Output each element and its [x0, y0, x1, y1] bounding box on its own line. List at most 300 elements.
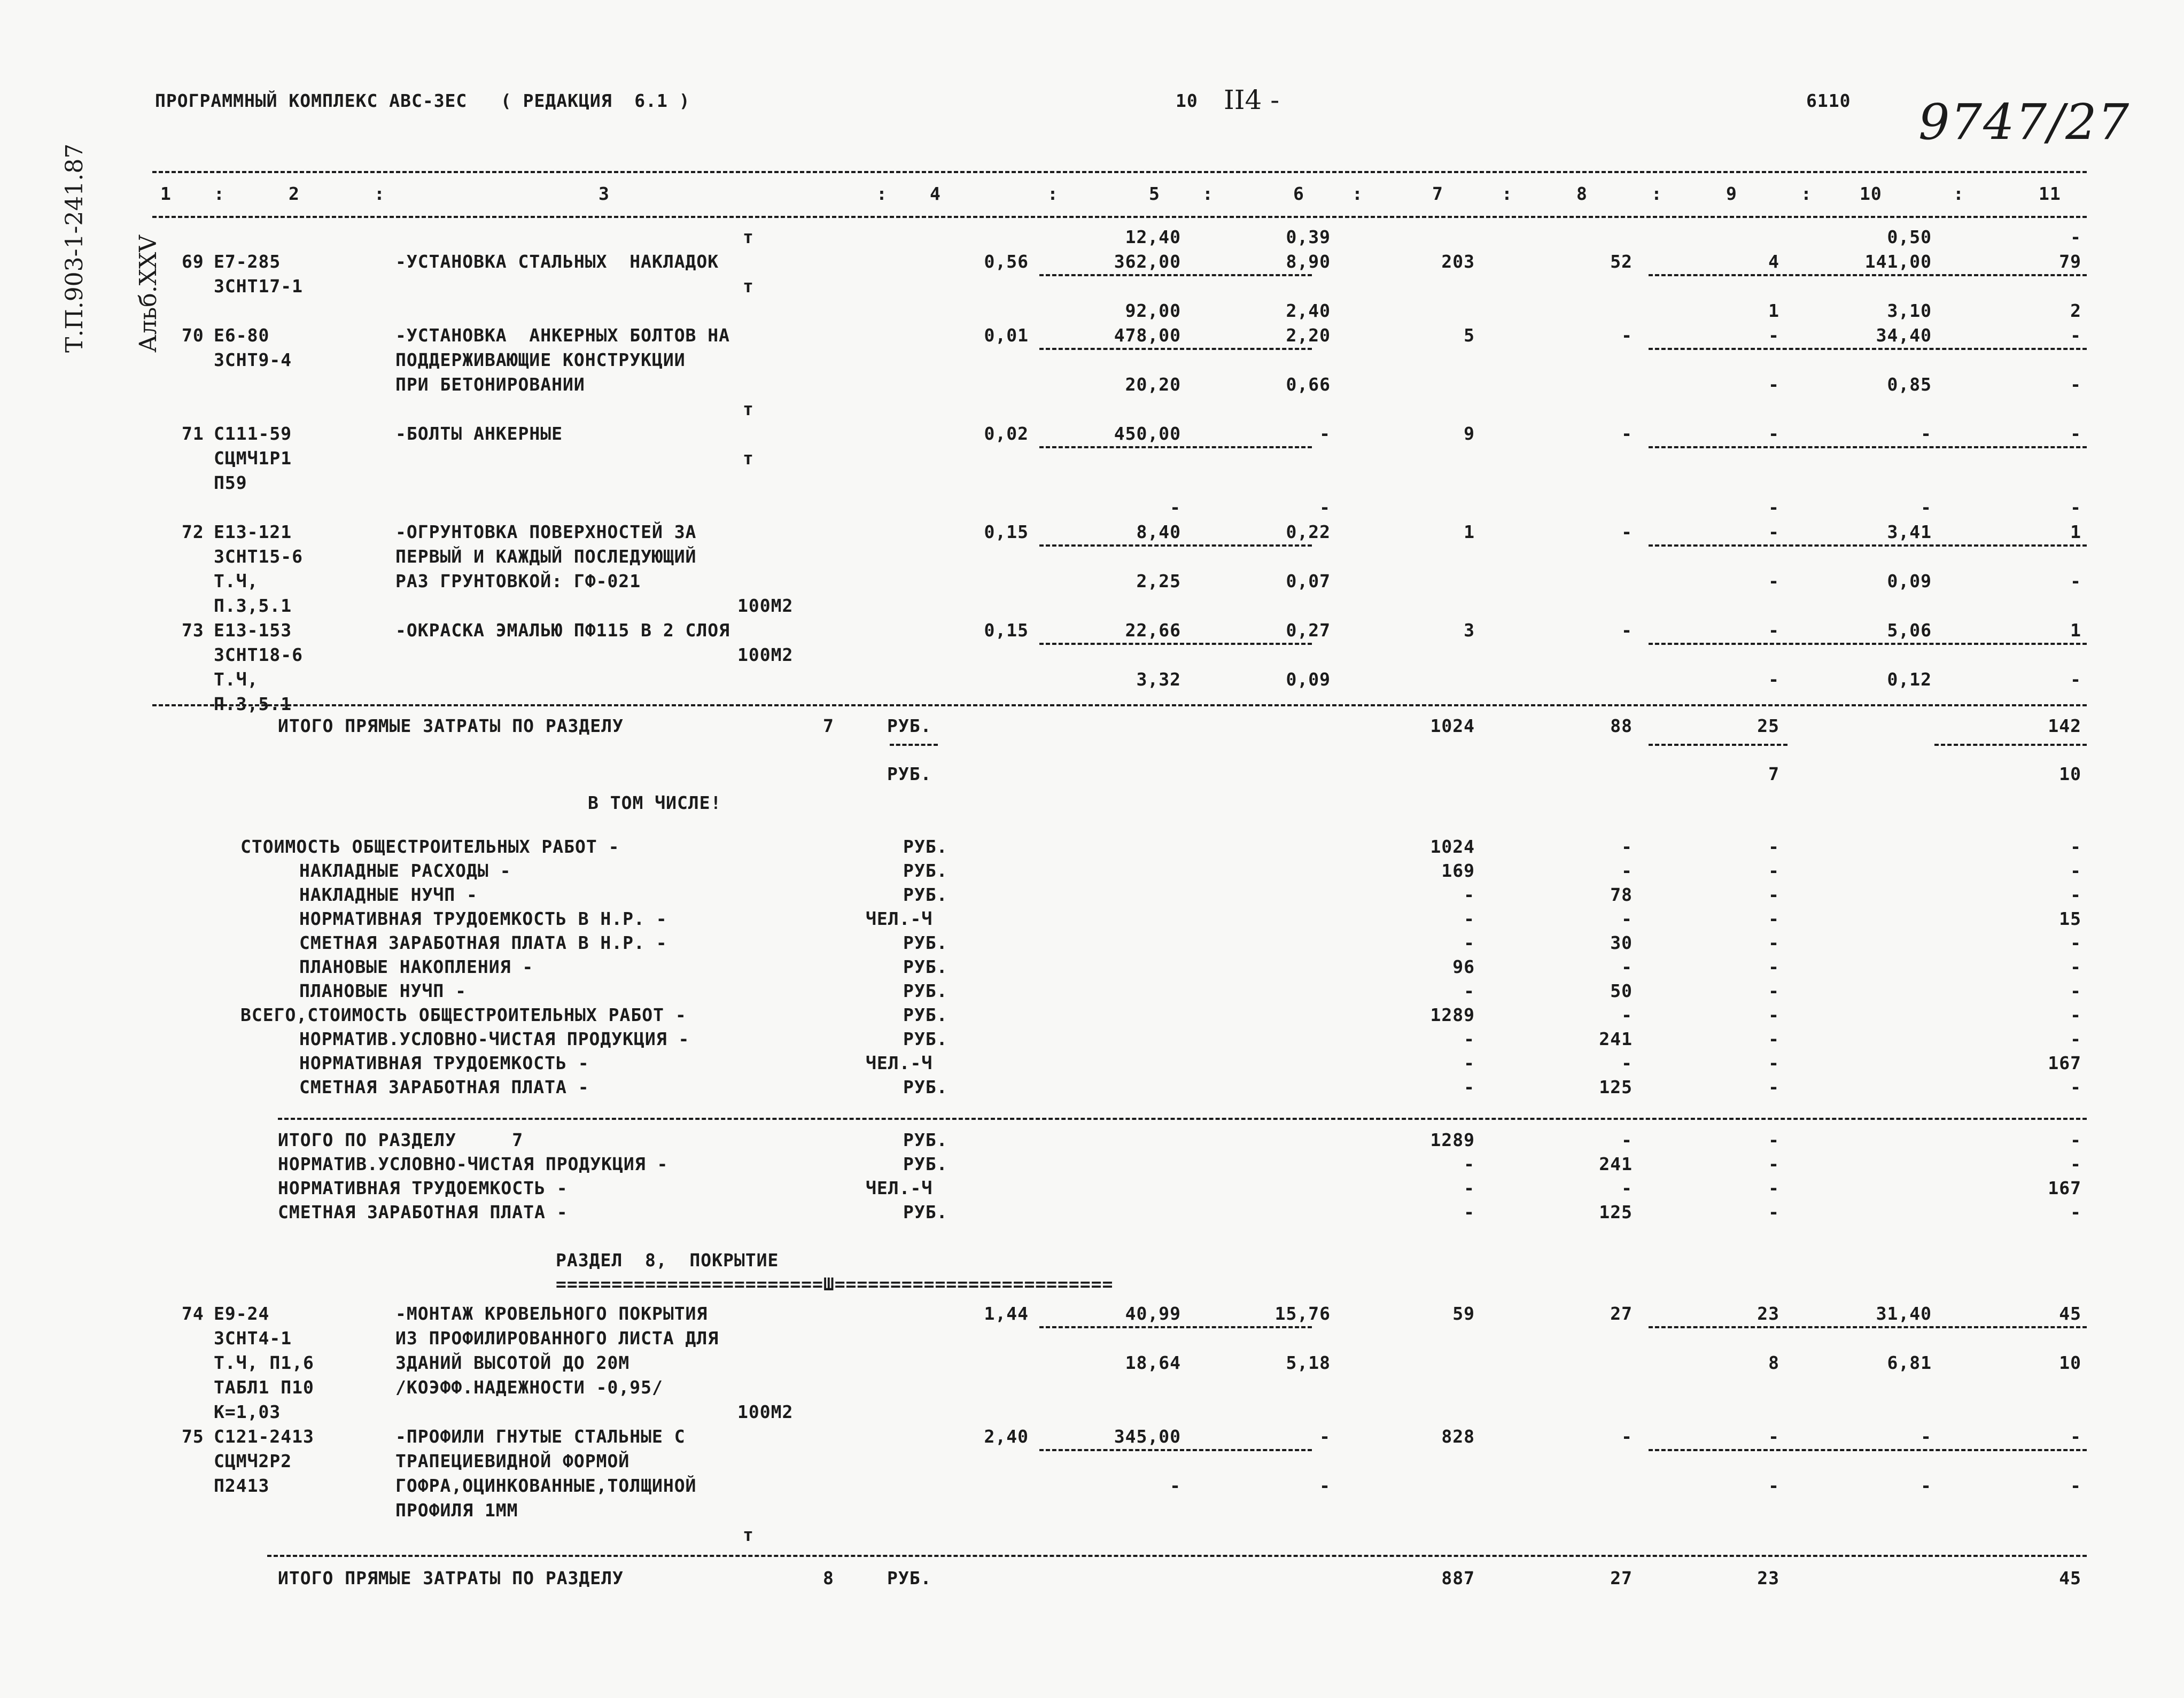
- cost-subrule: [1039, 446, 1312, 448]
- item8-c3-cell: ИЗ ПРОФИЛИРОВАННОГО ЛИСТА ДЛЯ: [395, 1328, 719, 1349]
- total8-label: ИТОГО ПРЯМЫЕ ЗАТРАТЫ ПО РАЗДЕЛУ: [278, 1568, 624, 1588]
- item8-c11-cell: 10: [2059, 1352, 2081, 1373]
- item-c9-cell: 4: [1768, 251, 1779, 272]
- item-c5-cell: 478,00: [1114, 325, 1181, 346]
- item-c2-cell: Е6-80: [214, 325, 270, 346]
- item-c9-cell: 1: [1768, 300, 1779, 321]
- summary-c9: -: [1768, 1077, 1779, 1097]
- column-separator: :: [1953, 183, 1964, 204]
- summary-c11: -: [2070, 956, 2081, 977]
- item-c10-cell: 3,41: [1887, 521, 1932, 542]
- column-header-11: 11: [2039, 183, 2061, 204]
- c9-subrule: [1649, 744, 1787, 746]
- summary-c9: -: [1768, 1004, 1779, 1025]
- summary-c8: -: [1621, 1004, 1633, 1025]
- item8-c11-cell: -: [2070, 1475, 2081, 1496]
- total-c11: 142: [2048, 715, 2081, 736]
- item-c5-cell: 450,00: [1114, 423, 1181, 444]
- page-number: II4 -: [1224, 84, 1280, 115]
- summary-c11: -: [2070, 1029, 2081, 1049]
- item8-c10-cell: -: [1921, 1475, 1932, 1496]
- summary-c8: 78: [1610, 884, 1633, 905]
- total-c8: 88: [1610, 715, 1633, 736]
- total8-c11: 45: [2059, 1568, 2081, 1588]
- item-c2-cell: П.3,5.1: [214, 595, 292, 616]
- column-header-5: 5: [1149, 183, 1160, 204]
- grand-c7: -: [1464, 1178, 1475, 1198]
- item-c11-cell: -: [2070, 374, 2081, 395]
- summary-label: ПЛАНОВЫЕ НАКОПЛЕНИЯ -: [299, 956, 534, 977]
- item-c2-cell: П59: [214, 472, 247, 493]
- summary-c7: 96: [1452, 956, 1475, 977]
- item-c5-cell: 3,32: [1136, 669, 1181, 690]
- item8-c4-cell: 1,44: [984, 1303, 1029, 1324]
- summary-label: НОРМАТИВ.УСЛОВНО-ЧИСТАЯ ПРОДУКЦИЯ -: [299, 1029, 690, 1049]
- item-c3-cell: т: [743, 399, 754, 419]
- section-8-underline: ========================Ш=========================: [556, 1274, 1114, 1295]
- section-rule: [152, 704, 2087, 706]
- grand-c8: -: [1621, 1178, 1633, 1198]
- item-c7-cell: 5: [1464, 325, 1475, 346]
- grand-unit: РУБ.: [903, 1202, 948, 1222]
- summary-label: НОРМАТИВНАЯ ТРУДОЕМКОСТЬ В Н.Р. -: [299, 908, 667, 929]
- item-c3-cell: ПОДДЕРЖИВАЮЩИЕ КОНСТРУКЦИИ: [395, 349, 686, 370]
- item-c8-cell: -: [1621, 620, 1633, 641]
- item-c3-cell: ПЕРВЫЙ И КАЖДЫЙ ПОСЛЕДУЮЩИЙ: [395, 546, 697, 567]
- item-c6-cell: 0,09: [1286, 669, 1331, 690]
- grand-unit: РУБ.: [903, 1130, 948, 1150]
- item-c7-cell: 3: [1464, 620, 1475, 641]
- item8-c3-cell: -МОНТАЖ КРОВЕЛЬНОГО ПОКРЫТИЯ: [395, 1303, 708, 1324]
- summary-c8: 30: [1610, 932, 1633, 953]
- item-c2-cell: Е13-121: [214, 521, 292, 542]
- item-c6-cell: -: [1319, 497, 1331, 518]
- item-c9-cell: -: [1768, 571, 1779, 591]
- item-c2-cell: 3СНТ15-6: [214, 546, 303, 567]
- item8-c2-cell: 3СНТ4-1: [214, 1328, 292, 1349]
- wage-subrule: [1649, 348, 2087, 350]
- wage-subrule: [1649, 1449, 2087, 1451]
- item-c1-cell: 71: [182, 423, 204, 444]
- column-header-8: 8: [1576, 183, 1588, 204]
- item8-c2-cell: Е9-24: [214, 1303, 270, 1324]
- item8-c3-cell: -ПРОФИЛИ ГНУТЫЕ СТАЛЬНЫЕ С: [395, 1426, 686, 1447]
- item-c9-cell: -: [1768, 325, 1779, 346]
- item-c7-cell: 9: [1464, 423, 1475, 444]
- item-c11-cell: -: [2070, 571, 2081, 591]
- summary-c8: 241: [1599, 1029, 1633, 1049]
- grand-unit: РУБ.: [903, 1154, 948, 1174]
- item-c6-cell: 0,07: [1286, 571, 1331, 591]
- item8-c2-cell: С121-2413: [214, 1426, 314, 1447]
- item-c2-cell: С111-59: [214, 423, 292, 444]
- item8-c7-cell: 828: [1441, 1426, 1475, 1447]
- column-header-10: 10: [1860, 183, 1882, 204]
- item8-c9-cell: 23: [1757, 1303, 1779, 1324]
- item8-c11-cell: -: [2070, 1426, 2081, 1447]
- summary-label: ПЛАНОВЫЕ НУЧП -: [299, 980, 467, 1001]
- summary-c9: -: [1768, 980, 1779, 1001]
- total-c9-2: 7: [1768, 764, 1779, 784]
- item-c11-cell: -: [2070, 497, 2081, 518]
- total-c7: 1024: [1430, 715, 1475, 736]
- item-c2-cell: Т.Ч,: [214, 669, 259, 690]
- summary-c9: -: [1768, 884, 1779, 905]
- item8-c6-cell: -: [1319, 1475, 1331, 1496]
- column-header-2: 2: [289, 183, 300, 204]
- summary-unit: ЧЕЛ.-Ч: [866, 1053, 933, 1073]
- cost-subrule: [1039, 1449, 1312, 1451]
- item-c10-cell: -: [1921, 497, 1932, 518]
- summary-unit: РУБ.: [903, 932, 948, 953]
- item8-c1-cell: 74: [182, 1303, 204, 1324]
- item-c1-cell: 72: [182, 521, 204, 542]
- summary-label: НАКЛАДНЫЕ РАСХОДЫ -: [299, 860, 511, 881]
- item-c4-cell: 0,56: [984, 251, 1029, 272]
- item-c2-cell: 3СНТ17-1: [214, 276, 303, 297]
- summary-c7: 1289: [1430, 1004, 1475, 1025]
- summary-c11: 167: [2048, 1053, 2081, 1073]
- summary-c11: -: [2070, 836, 2081, 857]
- item-c6-cell: 0,39: [1286, 227, 1331, 247]
- grand-c8: -: [1621, 1130, 1633, 1150]
- item8-c5-cell: 40,99: [1125, 1303, 1181, 1324]
- c11-subrule: [1934, 744, 2087, 746]
- side-stamp-line1: Т.П.903-1-241.87: [61, 143, 88, 353]
- column-separator: :: [214, 183, 225, 204]
- grand-c8: 125: [1599, 1202, 1633, 1222]
- item8-c5-cell: 345,00: [1114, 1426, 1181, 1447]
- item-c9-cell: -: [1768, 497, 1779, 518]
- item-c3-cell: -УСТАНОВКА СТАЛЬНЫХ НАКЛАДОК: [395, 251, 719, 272]
- item-c8-cell: -: [1621, 521, 1633, 542]
- grand-label: НОРМАТИВНАЯ ТРУДОЕМКОСТЬ -: [278, 1178, 568, 1198]
- item-c9-cell: -: [1768, 620, 1779, 641]
- item8-c3-cell: 100М2: [737, 1401, 794, 1422]
- summary-c7: 169: [1441, 860, 1475, 881]
- cost-subrule: [1039, 544, 1312, 547]
- item-c2-cell: 3СНТ9-4: [214, 349, 292, 370]
- item-c3-cell: -ОГРУНТОВКА ПОВЕРХНОСТЕЙ ЗА: [395, 521, 697, 542]
- summary-c9: -: [1768, 908, 1779, 929]
- item8-c8-cell: -: [1621, 1426, 1633, 1447]
- summary-c7: -: [1464, 1029, 1475, 1049]
- item-c11-cell: -: [2070, 227, 2081, 247]
- item-c2-cell: СЦМЧ1Р1: [214, 448, 292, 469]
- cost-subrule: [1039, 643, 1312, 645]
- item-c5-cell: 362,00: [1114, 251, 1181, 272]
- item-c11-cell: 1: [2070, 521, 2081, 542]
- item-c11-cell: -: [2070, 423, 2081, 444]
- total8-c9: 23: [1757, 1568, 1779, 1588]
- column-separator: :: [1352, 183, 1363, 204]
- item8-c6-cell: 5,18: [1286, 1352, 1331, 1373]
- wage-subrule: [1649, 1326, 2087, 1328]
- item-c4-cell: 0,15: [984, 521, 1029, 542]
- summary-c11: -: [2070, 860, 2081, 881]
- item8-c2-cell: К=1,03: [214, 1401, 281, 1422]
- summary-label: НОРМАТИВНАЯ ТРУДОЕМКОСТЬ -: [299, 1053, 589, 1073]
- item8-c3-cell: ГОФРА,ОЦИНКОВАННЫЕ,ТОЛЩИНОЙ: [395, 1475, 697, 1496]
- item-c10-cell: 0,50: [1887, 227, 1932, 247]
- item-c2-cell: Т.Ч,: [214, 571, 259, 591]
- item-c10-cell: 5,06: [1887, 620, 1932, 641]
- section-8-title: РАЗДЕЛ 8, ПОКРЫТИЕ: [556, 1250, 779, 1271]
- item-c6-cell: 2,20: [1286, 325, 1331, 346]
- item-c10-cell: 141,00: [1864, 251, 1932, 272]
- grand-unit: ЧЕЛ.-Ч: [866, 1178, 933, 1198]
- item-c3-cell: ПРИ БЕТОНИРОВАНИИ: [395, 374, 585, 395]
- summary-unit: РУБ.: [903, 956, 948, 977]
- item-c11-cell: 2: [2070, 300, 2081, 321]
- summary-unit: РУБ.: [903, 884, 948, 905]
- summary-label: СТОИМОСТЬ ОБЩЕСТРОИТЕЛЬНЫХ РАБОТ -: [240, 836, 620, 857]
- item8-c2-cell: ТАБЛ1 П10: [214, 1377, 314, 1398]
- summary-label: СМЕТНАЯ ЗАРАБОТНАЯ ПЛАТА В Н.Р. -: [299, 932, 667, 953]
- item-c11-cell: -: [2070, 325, 2081, 346]
- summary-unit: РУБ.: [903, 1029, 948, 1049]
- column-header-7: 7: [1432, 183, 1443, 204]
- summary-label: НАКЛАДНЫЕ НУЧП -: [299, 884, 478, 905]
- column-separator: :: [876, 183, 888, 204]
- item8-c2-cell: СЦМЧ2Р2: [214, 1451, 292, 1471]
- item-c3-cell: т: [743, 448, 754, 469]
- item-c3-cell: 100М2: [737, 595, 794, 616]
- section-rule: [278, 1118, 2087, 1120]
- summary-c9: -: [1768, 836, 1779, 857]
- summary-c8: 50: [1610, 980, 1633, 1001]
- summary-c8: -: [1621, 956, 1633, 977]
- header-top-rule: [152, 171, 2087, 173]
- unit-subrule: [890, 744, 938, 746]
- item-c10-cell: 0,09: [1887, 571, 1932, 591]
- grand-label: СМЕТНАЯ ЗАРАБОТНАЯ ПЛАТА -: [278, 1202, 568, 1222]
- column-separator: :: [1502, 183, 1513, 204]
- grand-c11: -: [2070, 1130, 2081, 1150]
- item-c4-cell: 0,01: [984, 325, 1029, 346]
- summary-c7: -: [1464, 1077, 1475, 1097]
- handwritten-reference: 9747/27: [1918, 94, 2131, 151]
- column-header-3: 3: [599, 183, 610, 204]
- total-unit: РУБ.: [887, 715, 932, 736]
- cost-subrule: [1039, 274, 1312, 276]
- item-c5-cell: 92,00: [1125, 300, 1181, 321]
- item-c3-cell: -УСТАНОВКА АНКЕРНЫХ БОЛТОВ НА: [395, 325, 730, 346]
- item8-c9-cell: -: [1768, 1426, 1779, 1447]
- item-c6-cell: 0,66: [1286, 374, 1331, 395]
- summary-c8: -: [1621, 860, 1633, 881]
- item8-c3-cell: ПРОФИЛЯ 1ММ: [395, 1500, 518, 1521]
- summary-c11: -: [2070, 884, 2081, 905]
- total-section-number: 7: [823, 715, 834, 736]
- summary-c9: -: [1768, 956, 1779, 977]
- item8-c6-cell: -: [1319, 1426, 1331, 1447]
- wage-subrule: [1649, 446, 2087, 448]
- item8-c3-cell: т: [743, 1524, 754, 1545]
- side-stamp-line2: Альб.XXV: [135, 235, 162, 353]
- item-c9-cell: -: [1768, 669, 1779, 690]
- item8-c3-cell: ТРАПЕЦИЕВИДНОЙ ФОРМОЙ: [395, 1451, 630, 1471]
- column-separator: :: [1047, 183, 1059, 204]
- item-c6-cell: 2,40: [1286, 300, 1331, 321]
- item-c10-cell: 34,40: [1876, 325, 1932, 346]
- item-c10-cell: 0,85: [1887, 374, 1932, 395]
- item-c5-cell: 12,40: [1125, 227, 1181, 247]
- item-c3-cell: -БОЛТЫ АНКЕРНЫЕ: [395, 423, 563, 444]
- item8-c9-cell: 8: [1768, 1352, 1779, 1373]
- item-c1-cell: 70: [182, 325, 204, 346]
- total-unit-2: РУБ.: [887, 764, 932, 784]
- summary-c9: -: [1768, 932, 1779, 953]
- item-c6-cell: -: [1319, 423, 1331, 444]
- summary-unit: РУБ.: [903, 836, 948, 857]
- cost-subrule: [1039, 1326, 1312, 1328]
- grand-c9: -: [1768, 1130, 1779, 1150]
- item8-c8-cell: 27: [1610, 1303, 1633, 1324]
- item8-c1-cell: 75: [182, 1426, 204, 1447]
- column-header-9: 9: [1726, 183, 1737, 204]
- column-separator: :: [1801, 183, 1812, 204]
- item-c11-cell: 79: [2059, 251, 2081, 272]
- total8-c7: 887: [1441, 1568, 1475, 1588]
- item8-c5-cell: -: [1170, 1475, 1181, 1496]
- item-c6-cell: 8,90: [1286, 251, 1331, 272]
- cost-subrule: [1039, 348, 1312, 350]
- item-c5-cell: 22,66: [1125, 620, 1181, 641]
- total8-section-number: 8: [823, 1568, 834, 1588]
- grand-c9: -: [1768, 1202, 1779, 1222]
- grand-label: НОРМАТИВ.УСЛОВНО-ЧИСТАЯ ПРОДУКЦИЯ -: [278, 1154, 669, 1174]
- wage-subrule: [1649, 544, 2087, 547]
- item8-c7-cell: 59: [1452, 1303, 1475, 1324]
- item-c8-cell: 52: [1610, 251, 1633, 272]
- item-c3-cell: -ОКРАСКА ЭМАЛЬЮ ПФ115 В 2 СЛОЯ: [395, 620, 730, 641]
- grand-c11: -: [2070, 1154, 2081, 1174]
- item-c4-cell: 0,15: [984, 620, 1029, 641]
- item8-c3-cell: ЗДАНИЙ ВЫСОТОЙ ДО 20М: [395, 1352, 630, 1373]
- item8-c10-cell: 6,81: [1887, 1352, 1932, 1373]
- summary-c9: -: [1768, 860, 1779, 881]
- including-label: В ТОМ ЧИСЛЕ!: [588, 792, 722, 813]
- grand-c7: -: [1464, 1154, 1475, 1174]
- grand-c11: -: [2070, 1202, 2081, 1222]
- item-c1-cell: 73: [182, 620, 204, 641]
- doc-code: 6110: [1806, 90, 1851, 111]
- item-c10-cell: 0,12: [1887, 669, 1932, 690]
- summary-c7: -: [1464, 1053, 1475, 1073]
- summary-c7: -: [1464, 908, 1475, 929]
- header-bottom-rule: [152, 216, 2087, 218]
- grand-c7: 1289: [1430, 1130, 1475, 1150]
- column-separator: :: [374, 183, 385, 204]
- summary-c11: -: [2070, 980, 2081, 1001]
- summary-c7: -: [1464, 884, 1475, 905]
- item-c3-cell: 100М2: [737, 644, 794, 665]
- item-c5-cell: 8,40: [1136, 521, 1181, 542]
- item-c5-cell: -: [1170, 497, 1181, 518]
- section-rule: [267, 1555, 2087, 1557]
- item-c1-cell: 69: [182, 251, 204, 272]
- item-c10-cell: -: [1921, 423, 1932, 444]
- summary-unit: РУБ.: [903, 980, 948, 1001]
- column-header-1: 1: [160, 183, 172, 204]
- summary-c8: 125: [1599, 1077, 1633, 1097]
- summary-c8: -: [1621, 1053, 1633, 1073]
- total-c11-2: 10: [2059, 764, 2081, 784]
- item8-c9-cell: -: [1768, 1475, 1779, 1496]
- summary-label: ВСЕГО,СТОИМОСТЬ ОБЩЕСТРОИТЕЛЬНЫХ РАБОТ -: [240, 1004, 687, 1025]
- item-c4-cell: 0,02: [984, 423, 1029, 444]
- grand-c11: 167: [2048, 1178, 2081, 1198]
- item-c2-cell: Е7-285: [214, 251, 281, 272]
- total-c9: 25: [1757, 715, 1779, 736]
- column-header-4: 4: [930, 183, 941, 204]
- summary-c9: -: [1768, 1029, 1779, 1049]
- grand-c7: -: [1464, 1202, 1475, 1222]
- summary-unit: ЧЕЛ.-Ч: [866, 908, 933, 929]
- summary-c7: -: [1464, 932, 1475, 953]
- page-prefix: 10: [1176, 90, 1198, 111]
- item8-c11-cell: 45: [2059, 1303, 2081, 1324]
- summary-unit: РУБ.: [903, 1077, 948, 1097]
- total8-c8: 27: [1610, 1568, 1633, 1588]
- item-c11-cell: -: [2070, 669, 2081, 690]
- item-c8-cell: -: [1621, 325, 1633, 346]
- wage-subrule: [1649, 274, 2087, 276]
- item-c2-cell: П.3,5.1: [214, 694, 292, 714]
- item-c6-cell: 0,22: [1286, 521, 1331, 542]
- column-separator: :: [1651, 183, 1662, 204]
- item8-c3-cell: /КОЭФФ.НАДЕЖНОСТИ -0,95/: [395, 1377, 663, 1398]
- item-c11-cell: 1: [2070, 620, 2081, 641]
- summary-unit: РУБ.: [903, 860, 948, 881]
- summary-c8: -: [1621, 908, 1633, 929]
- item8-c2-cell: П2413: [214, 1475, 270, 1496]
- item-c9-cell: -: [1768, 374, 1779, 395]
- total-label: ИТОГО ПРЯМЫЕ ЗАТРАТЫ ПО РАЗДЕЛУ: [278, 715, 624, 736]
- item-c5-cell: 2,25: [1136, 571, 1181, 591]
- item-c9-cell: -: [1768, 521, 1779, 542]
- item-c7-cell: 203: [1441, 251, 1475, 272]
- summary-c7: 1024: [1430, 836, 1475, 857]
- column-header-6: 6: [1293, 183, 1304, 204]
- item8-c10-cell: 31,40: [1876, 1303, 1932, 1324]
- item8-c5-cell: 18,64: [1125, 1352, 1181, 1373]
- item-c3-cell: РАЗ ГРУНТОВКОЙ: ГФ-021: [395, 571, 641, 591]
- summary-c11: -: [2070, 932, 2081, 953]
- column-separator: :: [1202, 183, 1214, 204]
- grand-c9: -: [1768, 1154, 1779, 1174]
- item-c3-cell: т: [743, 227, 754, 247]
- summary-label: СМЕТНАЯ ЗАРАБОТНАЯ ПЛАТА -: [299, 1077, 589, 1097]
- item-c2-cell: Е13-153: [214, 620, 292, 641]
- item8-c2-cell: Т.Ч, П1,6: [214, 1352, 314, 1373]
- summary-c7: -: [1464, 980, 1475, 1001]
- side-stamp: [13, 144, 185, 353]
- item8-c4-cell: 2,40: [984, 1426, 1029, 1447]
- item-c10-cell: 3,10: [1887, 300, 1932, 321]
- summary-c8: -: [1621, 836, 1633, 857]
- wage-subrule: [1649, 643, 2087, 645]
- summary-c11: -: [2070, 1077, 2081, 1097]
- program-title: ПРОГРАММНЫЙ КОМПЛЕКС АВС-ЗЕС ( РЕДАКЦИЯ 6.1 ): [155, 90, 690, 111]
- item8-c6-cell: 15,76: [1274, 1303, 1331, 1324]
- item-c3-cell: т: [743, 276, 754, 297]
- summary-c9: -: [1768, 1053, 1779, 1073]
- summary-unit: РУБ.: [903, 1004, 948, 1025]
- summary-c11: -: [2070, 1004, 2081, 1025]
- item-c7-cell: 1: [1464, 521, 1475, 542]
